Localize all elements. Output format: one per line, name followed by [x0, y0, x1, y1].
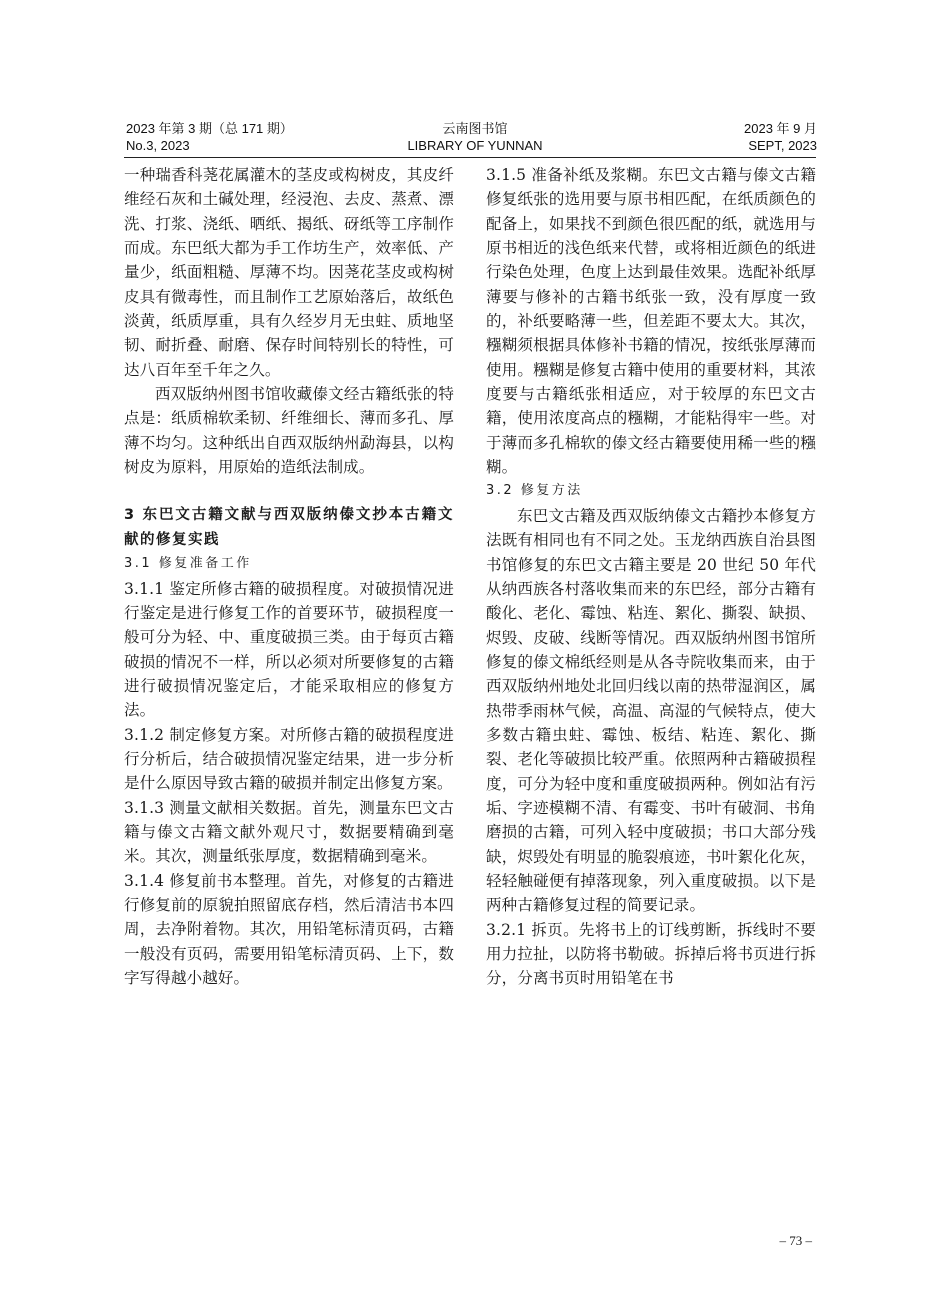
header-date — [744, 120, 817, 154]
date-cn: 2023 年 9 月 — [744, 121, 817, 136]
paragraph-3-2: 东巴文古籍及西双版纳傣文古籍抄本修复方法既有相同也有不同之处。玉龙纳西族自治县图书馆修复的东巴文古籍主要是 20 世纪 50 年代从纳西族各村落收集而来的东巴经，部分古籍有酸化、老化、霉蚀、粘连、絮化、撕裂、缺损、烬毁、皮破、线断等情况。西双版纳州图书馆所修复的傣文棉纸经则是从各寺院收集而来，由于西双版纳州地处北回归线以南的热带湿润区，属热带季雨林气候，高温、高湿的气候特点，使大多数古籍虫蛀、霉蚀、板结、粘连、絮化、撕裂、老化等破损比较严重。依照两种古籍破损程度，可分为轻中度和重度破损两种。例如沾有污垢、字迹模糊不清、有霉变、书叶有破洞、书角磨损的古籍，可列入轻中度破损；书口大部分残缺，烬毁处有明显的脆裂痕迹，书叶絮化化灰，轻轻触碰便有掉落现象，列入重度破损。以下是两种古籍修复过程的简要记录。 — [486, 506, 816, 915]
paragraph-3-2-1: 3.2.1 拆页。先将书上的订线剪断，拆线时不要用力拉扯，以防将书勒破。拆掉后将书页进行拆分，分离书页时用铅笔在书 — [486, 920, 816, 988]
paragraph-3-1-1: 3.1.1 鉴定所修古籍的破损程度。对破损情况进行鉴定是进行修复工作的首要环节，破损程度一般可分为轻、中、重度破损三类。由于每页古籍破损的情况不一样，所以必须对所要修复的古籍进行破损情况鉴定后，才能采取相应的修复方法。 — [124, 579, 454, 720]
subsection-heading-3-1: 3.1 修复准备工作 — [124, 556, 252, 572]
paragraph-3-1-4: 3.1.4 修复前书本整理。首先，对修复的古籍进行修复前的原貌拍照留底存档，然后清洁书本四周，去净附着物。其次，用铅笔标清页码，古籍一般没有页码，需要用铅笔标清页码、上下，数字写得越小越好。 — [124, 871, 454, 987]
issue-cn: 2023 年第 3 期（总 171 期） — [126, 121, 293, 136]
paragraph-3-1-2: 3.1.2 制定修复方案。对所修古籍的破损程度进行分析后，结合破损情况鉴定结果，进一步分析是什么原因导致古籍的破损并制定出修复方案。 — [124, 725, 454, 793]
paragraph-dai-paper: 西双版纳州图书馆收藏傣文经古籍纸张的特点是：纸质棉软柔韧、纤维细长、薄而多孔、厚薄不均匀。这种纸出自西双版纳州勐海县，以构树皮为原料，用原始的造纸法制成。 — [124, 385, 454, 477]
page-number: – 73 – — [779, 1233, 812, 1248]
paragraph-paper-process: 一种瑞香科荛花属灌木的茎皮或构树皮，其皮纤维经石灰和土碱处理，经浸泡、去皮、蒸煮、漂洗、打浆、浇纸、晒纸、揭纸、砑纸等工序制作而成。东巴纸大都为手工作坊生产，效率低、产量少，纸面粗糙、厚薄不均。因荛花茎皮或构树皮具有微毒性，而且制作工艺原始落后，故纸色淡黄，纸质厚重，具有久经岁月无虫蛀、质地坚韧、耐折叠、耐磨、保存时间特别长的特性，可达八百年至千年之久。 — [124, 166, 454, 379]
header-rule — [124, 157, 816, 158]
journal-en: LIBRARY OF YUNNAN — [407, 138, 543, 153]
right-column — [486, 163, 816, 991]
journal-cn: 云南图书馆 — [442, 121, 508, 136]
issue-en: No.3, 2023 — [126, 138, 190, 153]
section-gap — [124, 479, 454, 503]
section-heading-3: 3 东巴文古籍文献与西双版纳傣文抄本古籍文献的修复实践 — [124, 507, 454, 548]
paragraph-3-1-3: 3.1.3 测量文献相关数据。首先，测量东巴文古籍与傣文古籍文献外观尺寸，数据要精确到毫米。其次，测量纸张厚度，数据精确到毫米。 — [124, 798, 454, 866]
date-en: SEPT, 2023 — [748, 138, 817, 153]
paragraph-3-1-5: 3.1.5 准备补纸及浆糊。东巴文古籍与傣文古籍修复纸张的选用要与原书相匹配，在纸质颜色的配备上，如果找不到颜色很匹配的纸，就选用与原书相近的浅色纸来代替，或将相近颜色的纸进行染色处理，色度上达到最佳效果。选配补纸厚薄要与修补的古籍书纸张一致，没有厚度一致的，补纸要略薄一些，但差距不要太大。其次，糨糊须根据具体修补书籍的情况，按纸张厚薄而使用。糨糊是修复古籍中使用的重要材料，其浓度要与古籍纸张相适应，对于较厚的东巴文古籍，使用浓度高点的糨糊，才能粘得牢一些。对于薄而多孔棉软的傣文经古籍要使用稀一些的糨糊。 — [486, 166, 816, 477]
left-column — [124, 163, 454, 990]
subsection-heading-3-2: 3.2 修复方法 — [486, 483, 583, 499]
